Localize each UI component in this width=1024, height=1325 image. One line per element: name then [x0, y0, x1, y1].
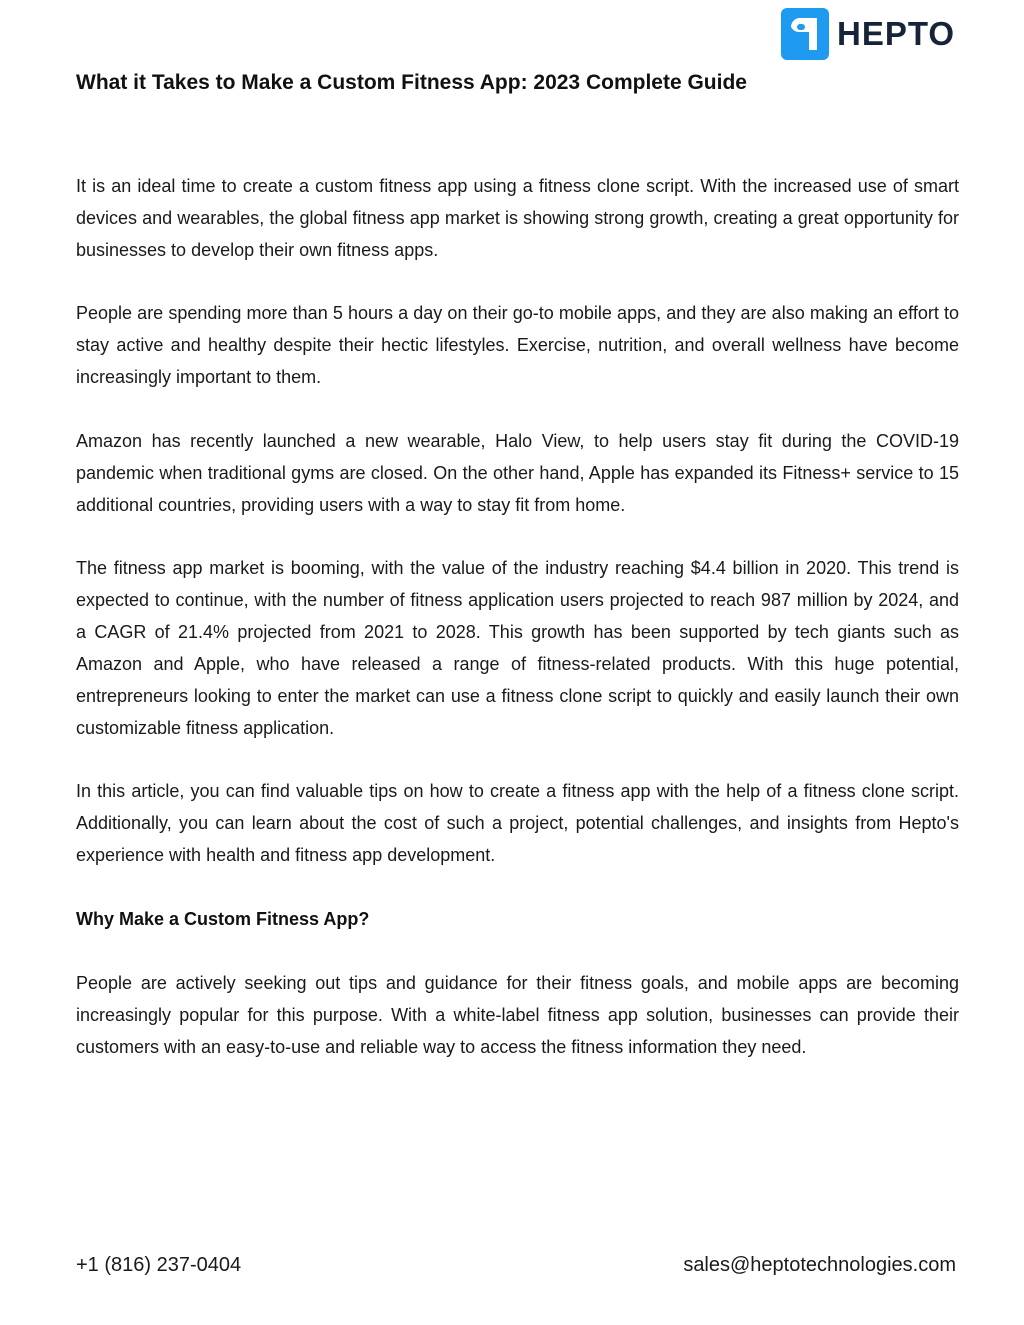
hepto-logo-icon [781, 8, 829, 60]
footer-phone: +1 (816) 237-0404 [76, 1254, 242, 1276]
paragraph: In this article, you can find valuable tips on how to create a fitness app with the help of a fitness clone script. Additionally, you can learn about the cost of such a project, potential challenges, and insights from Hepto's experience with health and fitness app development. [76, 781, 959, 865]
brand-name: HEPTO [837, 15, 956, 52]
paragraph: Amazon has recently launched a new wearable, Halo View, to help users stay fit during the COVID-19 pandemic when traditional gyms are closed. On the other hand, Apple has expanded its Fitness+ service to 15 additional countries, providing users with a way to stay fit from home. [76, 431, 959, 515]
paragraph: The fitness app market is booming, with the value of the industry reaching $4.4 billion in 2020. This trend is expected to continue, with the number of fitness application users projected to reach 987 million by 2024, and a CAGR of 21.4% projected from 2021 to 2028. This growth has been supported by tech giants such as Amazon and Apple, who have released a range of fitness-related products. With this huge potential, entrepreneurs looking to enter the market can use a fitness clone script to quickly and easily launch their own customizable fitness application. [76, 558, 959, 738]
paragraph: People are actively seeking out tips and guidance for their fitness goals, and mobile apps are becoming increasingly popular for this purpose. With a white-label fitness app solution, businesses can provide their customers with an easy-to-use and reliable way to access the fitness information they need. [76, 973, 959, 1057]
paragraph: It is an ideal time to create a custom fitness app using a fitness clone script. With the increased use of smart devices and wearables, the global fitness app market is showing strong growth, creating a great opportunity for businesses to develop their own fitness apps. [76, 176, 959, 260]
section-heading: Why Make a Custom Fitness App? [76, 909, 370, 929]
document-title: What it Takes to Make a Custom Fitness App: 2023 Complete Guide [76, 71, 747, 94]
paragraph: People are spending more than 5 hours a day on their go-to mobile apps, and they are also making an effort to stay active and healthy despite their hectic lifestyles. Exercise, nutrition, and overall wellness have become increasingly important to them. [76, 303, 959, 387]
footer-email: sales@heptotechnologies.com [683, 1254, 956, 1276]
brand-logo [781, 8, 955, 60]
